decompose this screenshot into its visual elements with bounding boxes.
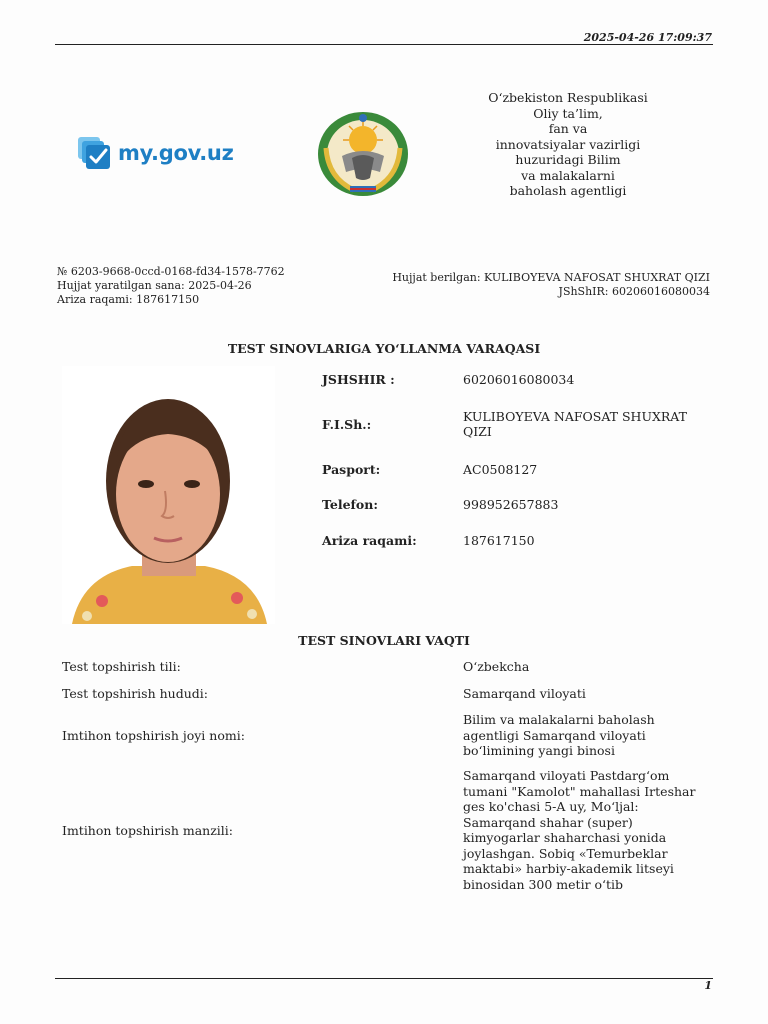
value-test-language: O‘zbekcha: [463, 659, 530, 674]
value-test-region: Samarqand viloyati: [463, 686, 586, 701]
authority-line: baholash agentligi: [509, 183, 627, 198]
authority-line: O‘zbekiston Respublikasi: [488, 90, 648, 105]
issued-to: Hujjat berilgan: KULIBOYEVA NAFOSAT SHUXRAT QIZI: [392, 271, 710, 284]
recipient-info: [392, 271, 710, 299]
header-divider: [55, 44, 713, 45]
label-application-number: Ariza raqami:: [322, 533, 417, 548]
label-jshshir: JSHSHIR :: [322, 372, 395, 387]
section-title-referral: TEST SINOVLARIGA YO‘LLANMA VARAQASI: [227, 341, 541, 356]
authority-line: Oliy ta’lim,: [533, 105, 603, 121]
authority-line: fan va: [548, 121, 588, 136]
authority-line: innovatsiyalar vazirligi: [495, 136, 641, 152]
value-exam-address: Samarqand viloyati Pastdarg‘om tumani "Kamolot" mahallasi Irteshar ges ko'chasi 5-A uy, Mo‘ljal: Samarqand shahar (super) kimyogarlar shaharchasi yonida joylashgan. Sobiq «Temurbeklar maktabi» harbiy-akademik litseyi binosidan 300 metir o‘tib: [463, 768, 696, 892]
document-created-date: Hujjat yaratilgan sana: 2025-04-26: [57, 279, 252, 292]
checkbox-logo-icon: [76, 135, 112, 171]
value-passport: AC0508127: [463, 462, 538, 477]
authority-line: va malakalarni: [521, 167, 615, 183]
section-title-test-time: TEST SINOVLARI VAQTI: [298, 633, 470, 648]
document-info: [57, 265, 285, 307]
footer-divider: [55, 978, 713, 979]
label-passport: Pasport:: [322, 462, 381, 477]
label-exam-address: Imtihon topshirish manzili:: [62, 823, 233, 838]
value-full-name: KULIBOYEVA NAFOSAT SHUXRAT QIZI: [463, 409, 687, 439]
label-test-region: Test topshirish hududi:: [62, 686, 208, 701]
authority-line: huzuridagi Bilim: [515, 152, 621, 167]
logo-text: my.gov.uz: [118, 141, 234, 165]
label-test-language: Test topshirish tili:: [62, 659, 181, 674]
document-number: № 6203-9668-0ccd-0168-fd34-1578-7762: [57, 265, 285, 278]
state-emblem-icon: [314, 108, 412, 198]
value-phone: 998952657883: [463, 497, 559, 512]
label-full-name: F.I.Sh.:: [322, 417, 372, 432]
label-phone: Telefon:: [322, 497, 378, 512]
document-timestamp: 2025-04-26 17:09:37: [583, 31, 712, 44]
value-application-number: 187617150: [463, 533, 535, 548]
value-exam-venue: Bilim va malakalarni baholash agentligi Samarqand viloyati bo‘limining yangi binosi: [463, 712, 655, 758]
mygov-logo: [76, 135, 236, 171]
recipient-jshshir: JShShIR: 60206016080034: [558, 285, 710, 298]
label-exam-venue: Imtihon topshirish joyi nomi:: [62, 728, 245, 743]
value-jshshir: 60206016080034: [463, 372, 575, 387]
page-number: 1: [704, 979, 712, 992]
applicant-photo: [62, 366, 275, 624]
issuing-authority: [468, 90, 668, 199]
application-number: Ariza raqami: 187617150: [57, 293, 200, 306]
